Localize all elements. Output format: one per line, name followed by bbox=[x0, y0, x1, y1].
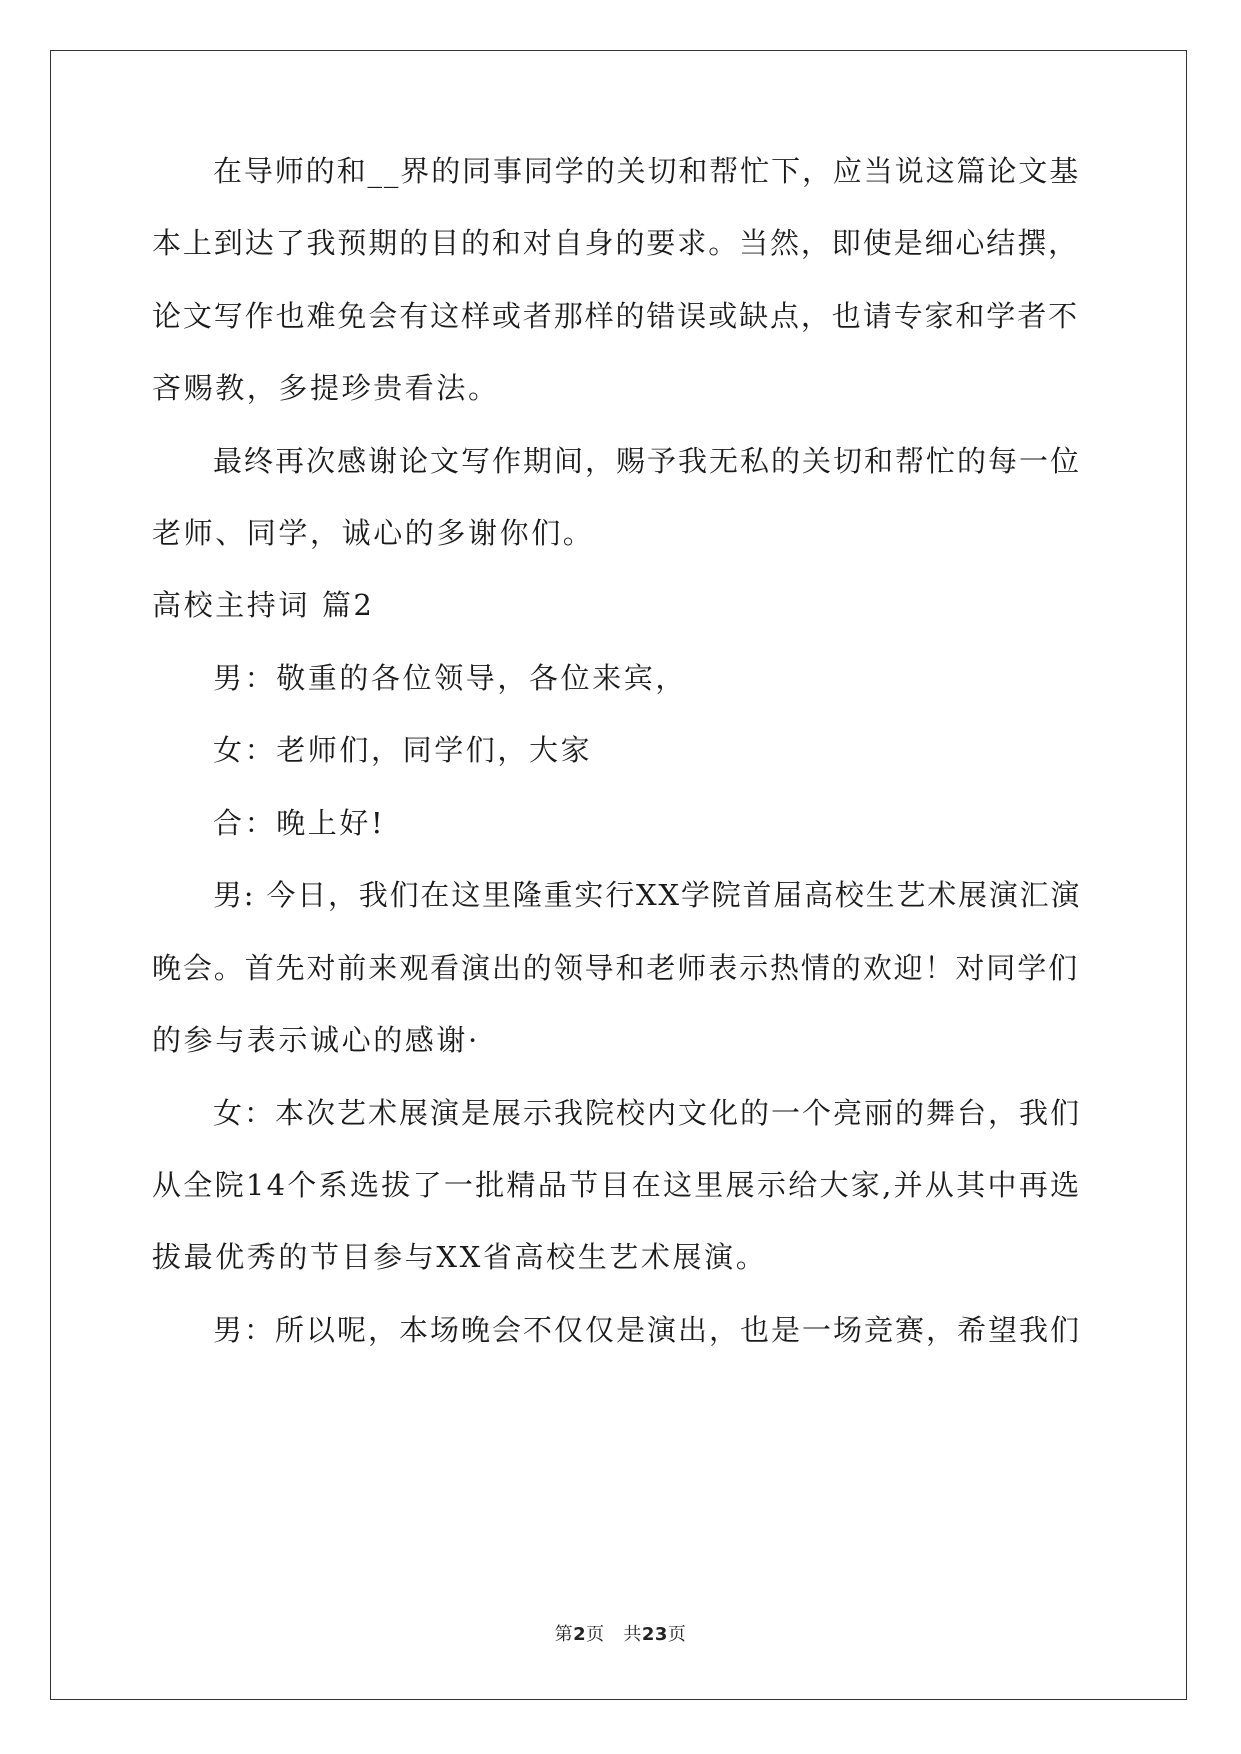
paragraph-line: 女：老师们，同学们，大家 bbox=[213, 733, 593, 767]
paragraph-line: 女：本次艺术展演是展示我院校内文化的一个亮丽的舞台，我们 bbox=[213, 1096, 1082, 1130]
paragraph-line: 男: 今日，我们在这里隆重实行XX学院首届高校生艺术展演汇演 bbox=[213, 878, 1082, 912]
paragraph-line: 拔最优秀的节目参与XX省高校生艺术展演。 bbox=[152, 1240, 768, 1274]
paragraph-line: 晚会。首先对前来观看演出的领导和老师表示热情的欢迎！对同学们 bbox=[152, 951, 1080, 985]
paragraph-line: 从全院14个系选拔了一批精品节目在这里展示给大家,并从其中再选 bbox=[152, 1168, 1082, 1202]
footer-total-suffix: 页 bbox=[667, 1624, 687, 1645]
paragraph-line: 合：晚上好! bbox=[213, 806, 386, 840]
paragraph-line: 男：敬重的各位领导，各位来宾， bbox=[213, 661, 688, 695]
paragraph-line: 论文写作也难免会有这样或者那样的错误或缺点，也请专家和学者不 bbox=[152, 299, 1080, 333]
paragraph-line: 老师、同学，诚心的多谢你们。 bbox=[152, 516, 595, 550]
paragraph-line: 在导师的和__界的同事同学的关切和帮忙下，应当说这篇论文基 bbox=[213, 154, 1081, 188]
section-heading: 高校主持词 篇2 bbox=[152, 588, 375, 622]
footer-total-prefix: 共 bbox=[623, 1624, 642, 1645]
total-pages-number: 23 bbox=[641, 1624, 668, 1645]
footer-prefix: 第 bbox=[554, 1624, 574, 1645]
paragraph-line: 本上到达了我预期的目的和对自身的要求。当然，即使是细心结撰， bbox=[152, 226, 1080, 260]
paragraph-line: 男：所以呢，本场晚会不仅仅是演出，也是一场竞赛，希望我们 bbox=[213, 1313, 1082, 1347]
page-border bbox=[50, 50, 1187, 1700]
paragraph-line: 的参与表示诚心的感谢· bbox=[152, 1023, 480, 1057]
current-page-number: 2 bbox=[573, 1624, 587, 1645]
paragraph-line: 最终再次感谢论文写作期间，赐予我无私的关切和帮忙的每一位 bbox=[213, 444, 1082, 478]
footer-page-word: 页 bbox=[586, 1624, 605, 1645]
paragraph-line: 吝赐教，多提珍贵看法。 bbox=[152, 371, 500, 405]
page-footer bbox=[0, 1620, 1241, 1646]
